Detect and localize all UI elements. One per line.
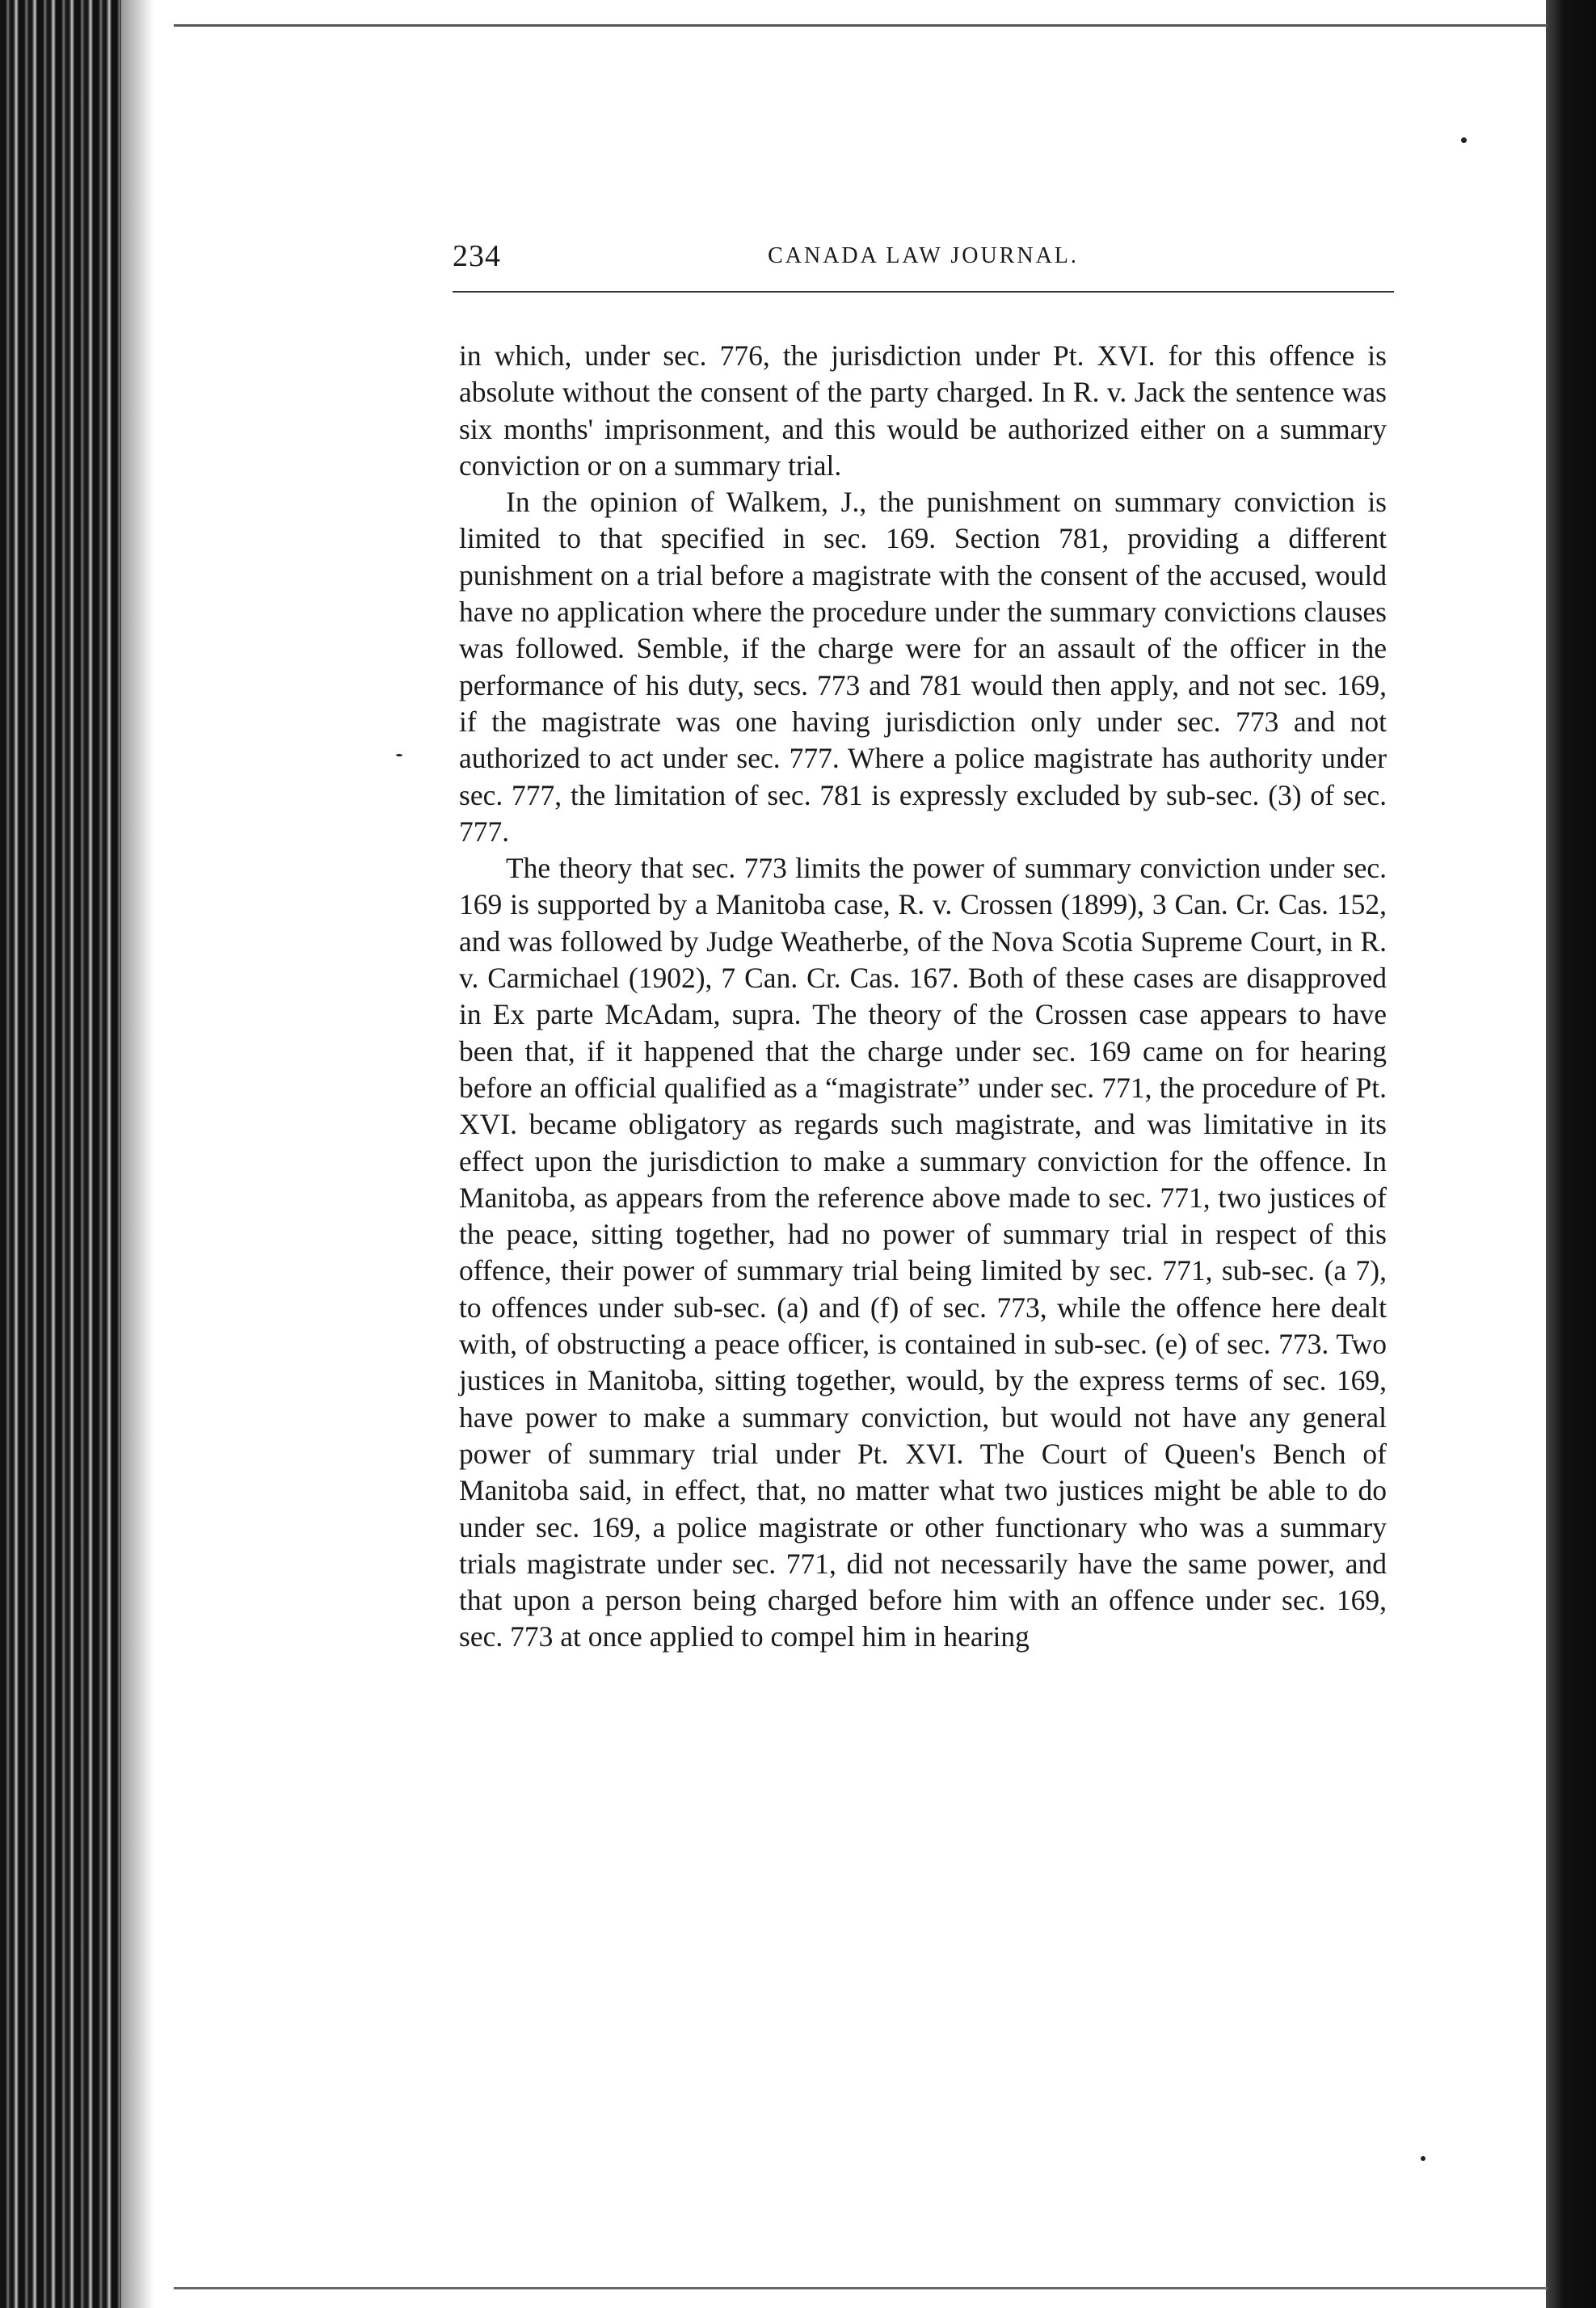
header-rule <box>453 291 1394 293</box>
scan-bottom-edge <box>174 2287 1548 2289</box>
paragraph: in which, under sec. 776, the jurisdiction under Pt. XVI. for this offence is absolute without the consent of the party charged. In R. v. Jack the sentence was six months' imprisonment, and this would be authorized either on a summary conviction or on a summary trial. <box>459 339 1387 482</box>
scan-binding-shadow <box>121 0 154 2308</box>
running-head: CANADA LAW JOURNAL. <box>768 243 1079 268</box>
scan-speck <box>1461 137 1467 143</box>
article-body <box>459 338 1387 1656</box>
scan-speck <box>1421 2156 1425 2161</box>
scan-speck <box>396 754 402 756</box>
paragraph: In the opinion of Walkem, J., the punishment on summary conviction is limited to that specified in sec. 169. Section 781, providing a different punishment on a trial before a magistrate with the consent of the accused, would have no application where the procedure under the summary convictions clauses was followed. Semble, if the charge were for an assault of the officer in the performance of his duty, secs. 773 and 781 would then apply, and not sec. 169, if the magistrate was one having jurisdiction only under sec. 773 and not authorized to act under sec. 777. Where a police magistrate has authority under sec. 777, the limitation of sec. 781 is expressly excluded by sub-sec. (3) of sec. 777. <box>459 486 1387 848</box>
page-number: 234 <box>453 239 501 273</box>
paragraph: The theory that sec. 773 limits the power of summary conviction under sec. 169 is supported by a Manitoba case, R. v. Crossen (1899), 3 Can. Cr. Cas. 152, and was followed by Judge Weatherbe, of the Nova Scotia Supreme Court, in R. v. Carmichael (1902), 7 Can. Cr. Cas. 167. Both of these cases are disapproved in Ex parte McAdam, supra. The theory of the Crossen case appears to have been that, if it happened that the charge under sec. 169 came on for hearing before an official qualified as a “magistrate” under sec. 771, the procedure of Pt. XVI. became obligatory as regards such magistrate, and was limitative in its effect upon the jurisdiction to make a summary conviction for the offence. In Manitoba, as appears from the reference above made to sec. 771, two justices of the peace, sitting together, had no power of summary trial in respect of this offence, their power of summary trial being limited by sec. 771, sub-sec. (a 7), to offences under sub-sec. (a) and (f) of sec. 773, while the offence here dealt with, of obstructing a peace officer, is contained in sub-sec. (e) of sec. 773. Two justices in Manitoba, sitting together, would, by the express terms of sec. 169, have power to make a summary conviction, but would not have any general power of summary trial under Pt. XVI. The Court of Queen's Bench of Manitoba said, in effect, that, no matter what two justices might be able to do under sec. 169, a police magistrate or other functionary who was a summary trials magistrate under sec. 771, did not necessarily have the same power, and that upon a person being charged before him with an offence under sec. 169, sec. 773 at once applied to compel him in hearing <box>459 852 1387 1653</box>
scan-binding-right-edge <box>1546 0 1596 2308</box>
scan-binding-left-edge <box>0 0 121 2308</box>
scan-top-edge <box>174 24 1548 27</box>
page-header <box>453 238 1394 287</box>
